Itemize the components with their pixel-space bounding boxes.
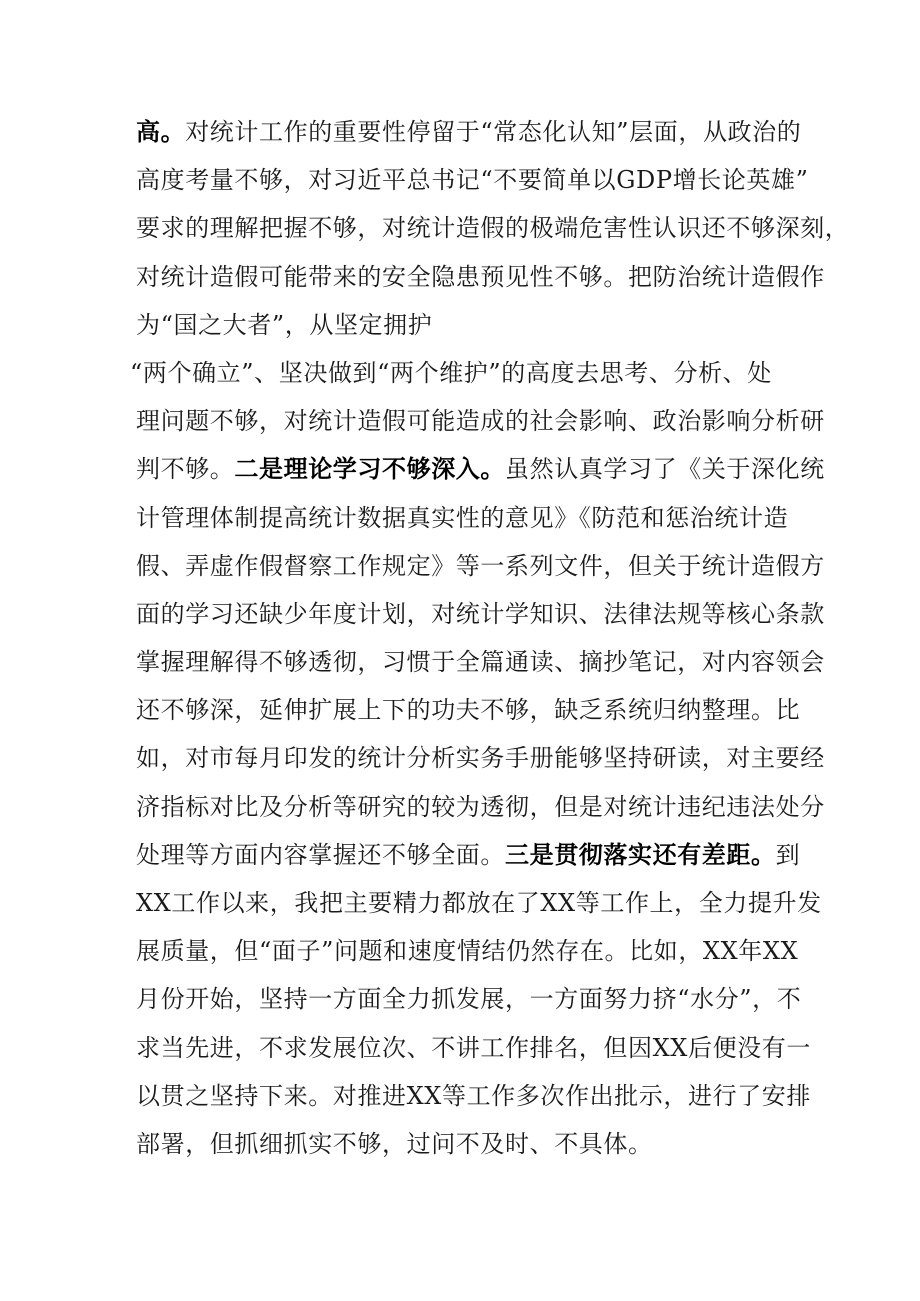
- body-text-run: XX工作以来，我把主要精力都放在了XX等工作上，全力提升发: [136, 889, 822, 917]
- text-line: [136, 783, 825, 831]
- text-line: [136, 445, 825, 493]
- body-text-run: “两个确立”、坚决做到“两个维护”的高度去思考、分析、处: [130, 358, 772, 387]
- body-text-run: 理问题不够，对统计造假可能造成的社会影响、政治影响分析研: [136, 407, 825, 436]
- bold-heading-text: 高。: [136, 118, 186, 146]
- text-line: [136, 301, 806, 349]
- body-text-run: 要求的理解把握不够，对统计造假的极端危害性认识还不够深刻，: [136, 214, 850, 243]
- body-text-run: 高度考量不够，对习近平总书记“不要简单以GDP增长论英雄”: [136, 166, 809, 195]
- body-text-run: 判不够。: [136, 455, 235, 484]
- text-line: [136, 1072, 811, 1120]
- text-line: [136, 927, 806, 975]
- text-line: [136, 542, 825, 590]
- text-line: [136, 590, 825, 638]
- text-line: [136, 734, 825, 782]
- body-text-run: 处理等方面内容掌握还不够全面。: [136, 840, 505, 869]
- text-line: [136, 156, 809, 204]
- text-line: [136, 1024, 811, 1072]
- body-text-run: 到: [775, 840, 801, 869]
- text-line: [136, 494, 806, 542]
- body-text-run: 为“国之大者”，从坚定拥护: [136, 310, 433, 339]
- text-line: [136, 831, 806, 879]
- text-line: [136, 108, 806, 156]
- body-text-run: 计管理体制提高统计数据真实性的意见》《防范和惩治统计造: [136, 503, 789, 532]
- body-text-run: 虽然认真学习了《关于深化统: [505, 455, 825, 484]
- body-text-run: 求当先进，不求发展位次、不讲工作排名，但因XX后便没有一: [136, 1033, 811, 1062]
- body-text-run: 对统计造假可能带来的安全隐患预见性不够。把防治统计造假作: [136, 262, 825, 291]
- text-line: [136, 397, 825, 445]
- body-text-run: 掌握理解得不够透彻，习惯于全篇通读、摘抄笔记，对内容领会: [136, 648, 825, 677]
- body-text-run: 以贯之坚持下来。对推进XX等工作多次作出批示，进行了安排: [136, 1081, 811, 1110]
- text-line: [136, 879, 822, 927]
- body-text-run: 还不够深，延伸扩展上下的功夫不够，缺乏系统归纳整理。比: [136, 696, 801, 725]
- body-text-run: 假、弄虚作假督察工作规定》等一系列文件，但关于统计造假方: [136, 551, 825, 580]
- text-line: [136, 686, 806, 734]
- body-text-run: 展质量，但“面子”问题和速度情结仍然存在。比如，XX年XX: [136, 937, 799, 966]
- body-text-run: 济指标对比及分析等研究的较为透彻，但是对统计违纪违法处分: [136, 792, 825, 821]
- body-text-run: 面的学习还缺少年度计划，对统计学知识、法律法规等核心条款: [136, 599, 825, 628]
- body-text: [130, 108, 850, 1168]
- body-text-run: 部署，但抓细抓实不够，过问不及时、不具体。: [136, 1129, 653, 1158]
- text-line: [136, 204, 850, 252]
- text-line: [136, 1120, 806, 1168]
- bold-heading-text: 二是理论学习不够深入。: [234, 455, 506, 484]
- text-line: [130, 349, 806, 397]
- bold-heading-text: 三是贯彻落实还有差距。: [505, 840, 776, 869]
- body-text-run: 如，对市每月印发的统计分析实务手册能够坚持研读，对主要经: [136, 744, 825, 773]
- body-text-run: 月份开始，坚持一方面全力抓发展，一方面努力挤“水分”，不: [136, 985, 802, 1014]
- body-text-run: 对统计工作的重要性停留于“常态化认知”层面，从政治的: [185, 118, 802, 146]
- text-line: [136, 975, 806, 1023]
- text-line: [136, 638, 825, 686]
- text-line: [136, 253, 825, 301]
